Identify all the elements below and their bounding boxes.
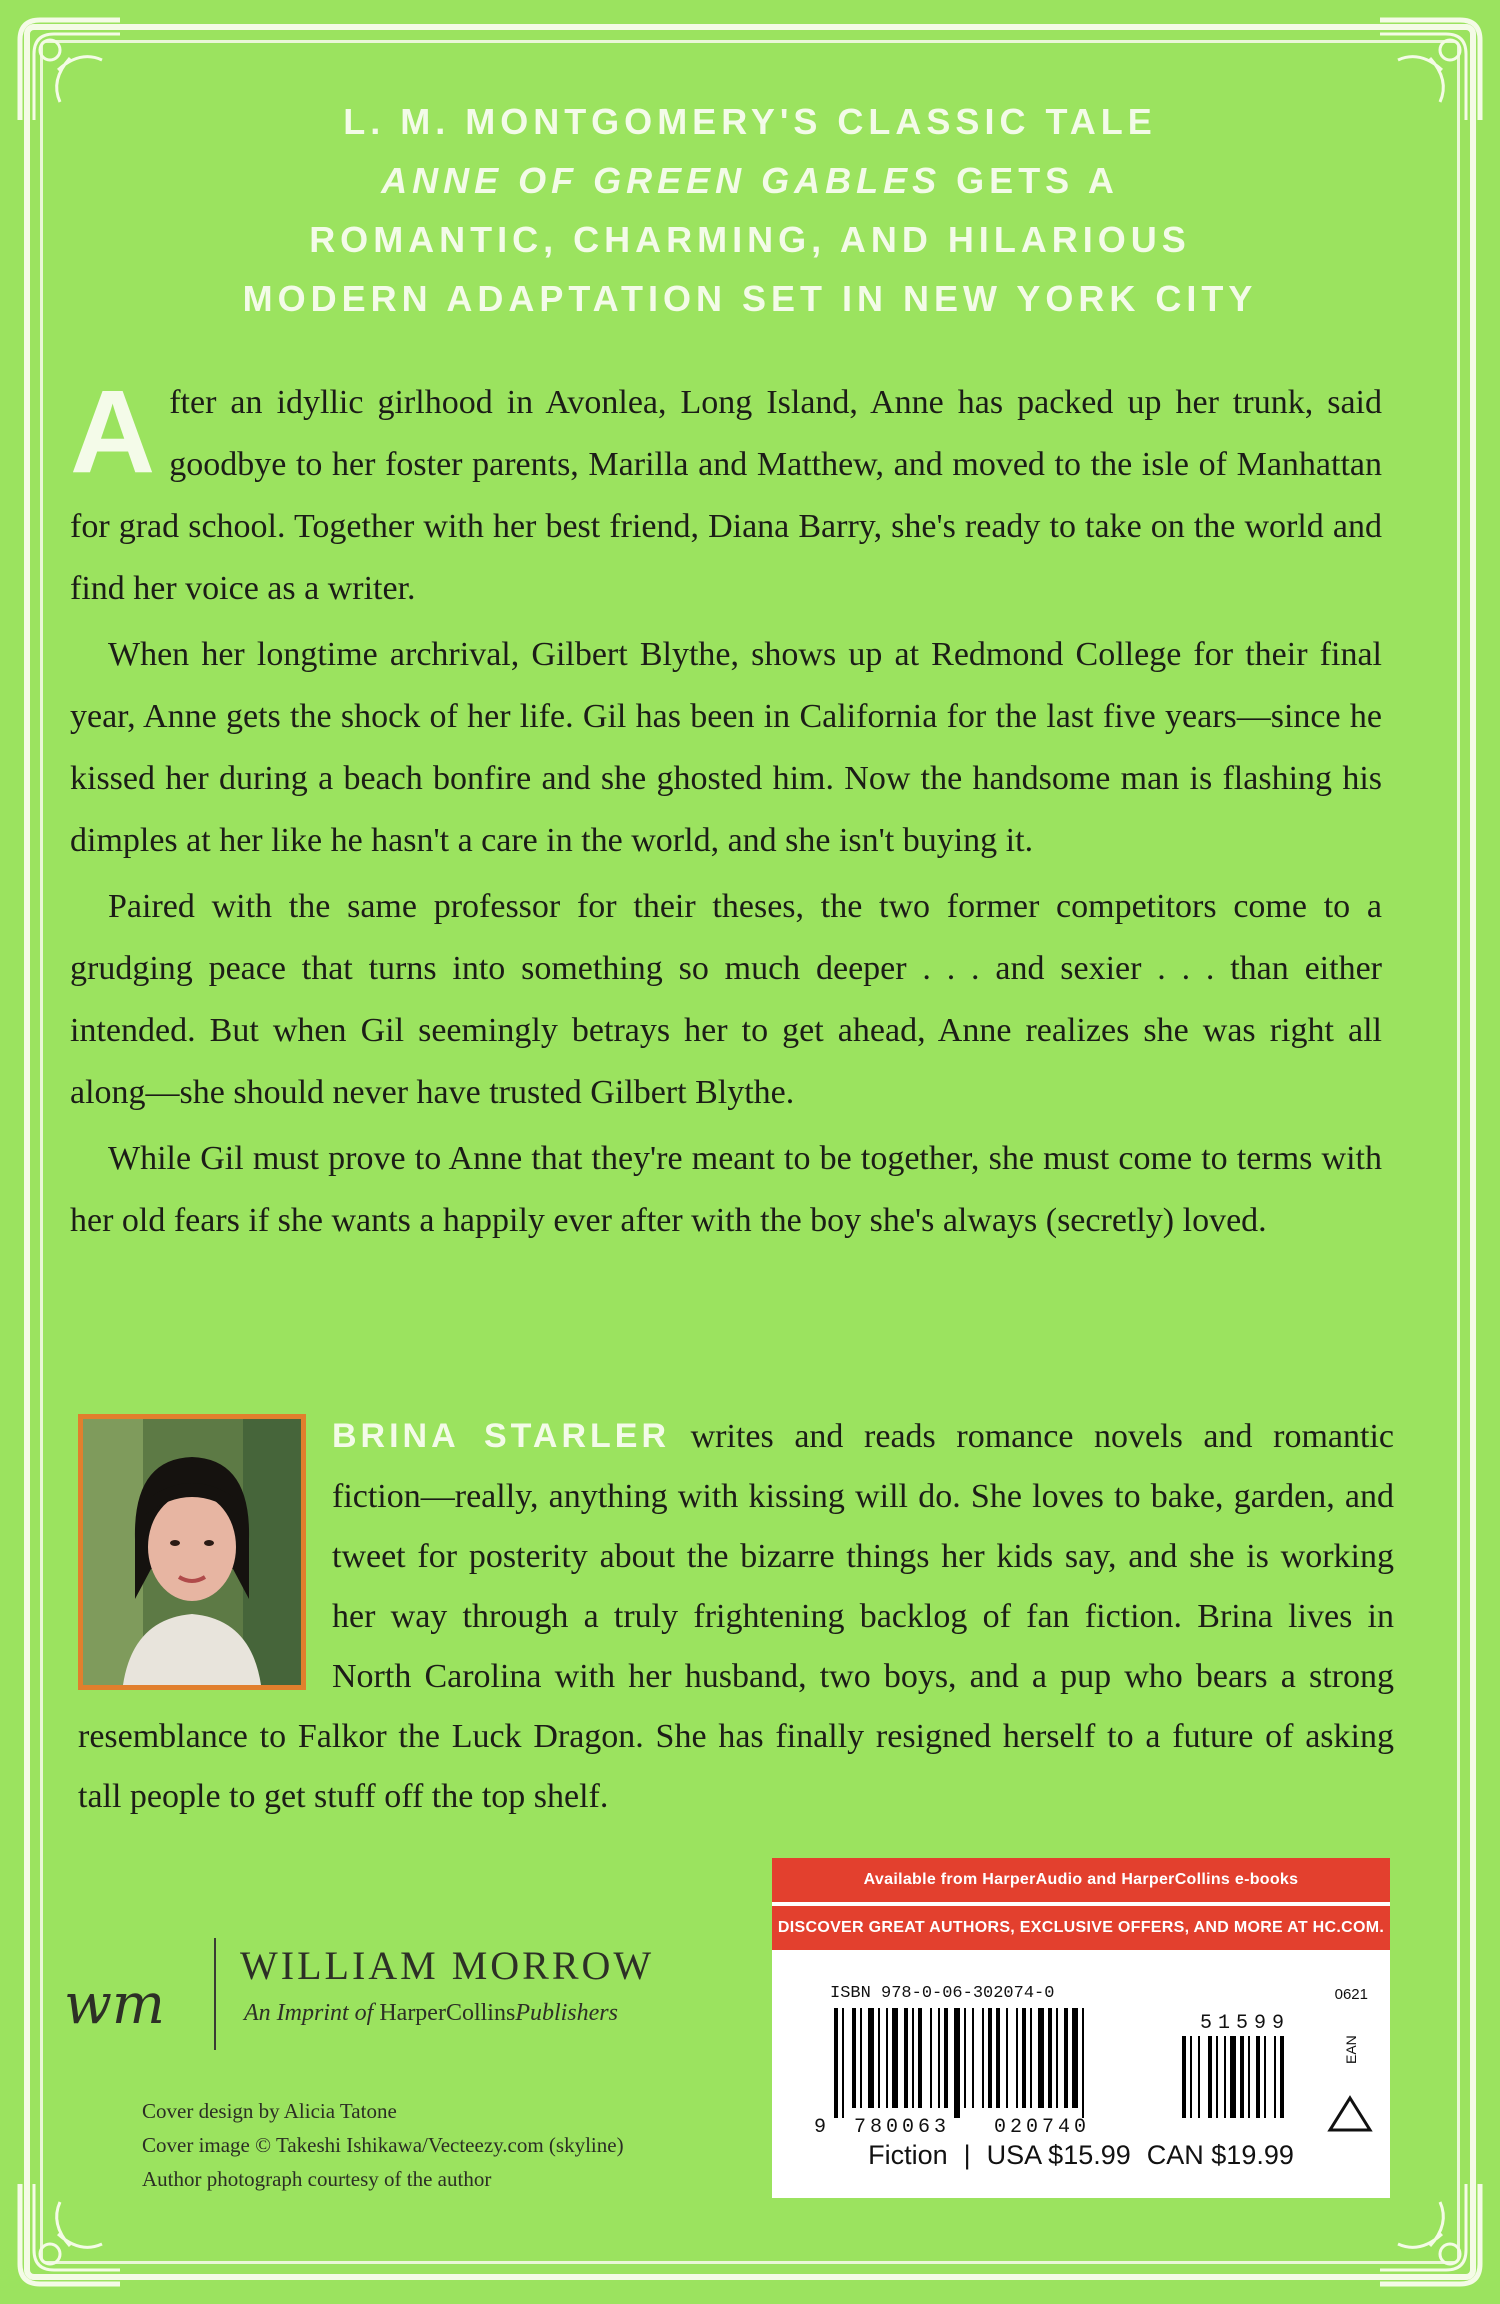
barcode-bar — [868, 2008, 874, 2108]
barcode-bar — [938, 2008, 940, 2108]
barcode-bar — [988, 2008, 992, 2108]
ean-right-digits: 020740 — [994, 2116, 1091, 2138]
can-price: CAN $19.99 — [1146, 2140, 1294, 2170]
barcode-bar — [1056, 2008, 1058, 2108]
barcode-bar — [1248, 2036, 1250, 2118]
barcode-bar — [842, 2008, 844, 2118]
author-bio-text: writes and reads romance novels and romantic fiction—really, anything with kissing will do. She loves to bake, garden, and tweet for posterity about the bizarre things her kids say, and she is working her way through a truly frightening backlog of fan fiction. Brina lives in North Carolina with her husband, two boys, and a pup who bears a strong resemblance to Falkor the Luck Dragon. She has finally resigned herself to a future of asking tall people to get stuff off the top shelf. — [78, 1418, 1394, 1815]
barcode-bar — [1182, 2036, 1186, 2118]
isbn-label: ISBN 978-0-06-302074-0 — [830, 1984, 1055, 2003]
promo-banner: DISCOVER GREAT AUTHORS, EXCLUSIVE OFFERS, AND MORE AT HC.COM. — [772, 1906, 1390, 1950]
ean-first-digit: 9 — [814, 2116, 827, 2138]
barcode-bar — [1198, 2036, 1200, 2118]
credits — [142, 2094, 782, 2196]
blurb-paragraph-text: fter an idyllic girlhood in Avonlea, Long Island, Anne has packed up her trunk, said goodbye to her foster parents, Marilla and Matthew, and moved to the isle of Manhattan for grad school. Together with her best friend, Diana Barry, she's ready to take on the world and find her voice as a writer. — [70, 384, 1382, 607]
barcode-bar — [1264, 2036, 1266, 2118]
barcode-bar — [1006, 2008, 1008, 2108]
barcode-bar — [892, 2008, 898, 2108]
barcode-bar — [1048, 2008, 1052, 2108]
barcode-bar — [918, 2008, 922, 2108]
print-code: 0621 — [1334, 1986, 1368, 2003]
blurb — [70, 366, 1382, 1256]
barcode-bar — [1216, 2036, 1218, 2118]
author-portrait-icon — [83, 1419, 301, 1685]
barcode-bar — [860, 2008, 862, 2108]
barcode-bar — [1274, 2036, 1276, 2118]
tagline-line-2 — [100, 151, 1400, 210]
barcode-bar — [904, 2008, 908, 2108]
price-line — [772, 2140, 1390, 2171]
barcode-icon — [812, 2008, 1312, 2138]
barcode-bar — [964, 2008, 966, 2108]
credit-line: Cover image © Takeshi Ishikawa/Vecteezy.com (skyline) — [142, 2133, 624, 2157]
barcode-panel — [772, 1858, 1390, 2198]
blurb-paragraph: When her longtime archrival, Gilbert Blythe, shows up at Redmond College for their final year, Anne gets the shock of her life. Gil has been in California for the last five years—since he kissed her during a beach bonfire and she ghosted him. Now the handsome man is flashing his dimples at her like he hasn't a care in the world, and she isn't buying it. — [70, 636, 1382, 859]
ean-left-digits: 780063 — [854, 2116, 951, 2138]
genre-label: Fiction — [868, 2140, 948, 2170]
imprint-prefix: An Imprint of — [244, 2000, 380, 2026]
tagline-line-3: ROMANTIC, CHARMING, AND HILARIOUS — [309, 219, 1191, 260]
barcode-bar — [996, 2008, 1000, 2108]
barcode-bar — [834, 2008, 838, 2118]
publisher-logo — [64, 1920, 724, 2060]
barcode-bar — [886, 2008, 888, 2108]
publisher-imprint — [244, 2000, 618, 2027]
ean-label — [1340, 2026, 1362, 2066]
barcode-bar — [912, 2008, 914, 2108]
drop-cap: A — [70, 366, 156, 498]
barcode-bar — [1240, 2036, 1244, 2118]
book-title-reference: ANNE OF GREEN GABLES — [381, 160, 942, 201]
author-photo — [78, 1414, 306, 1690]
barcode-bar — [1230, 2036, 1236, 2118]
author-bio — [78, 1406, 1394, 1827]
triangle-icon — [1326, 2094, 1374, 2134]
credit-line: Author photograph courtesy of the author — [142, 2167, 492, 2191]
barcode-bar — [1208, 2036, 1212, 2118]
ean-text: EAN — [1343, 2035, 1359, 2064]
barcode-bar — [1280, 2036, 1284, 2118]
publisher-name: WILLIAM MORROW — [240, 1943, 655, 1988]
barcode-bar — [1224, 2036, 1226, 2118]
blurb-paragraph: While Gil must prove to Anne that they're meant to be together, she must come to terms with her old fears if she wants a happily ever after with the boy she's always (secretly) loved. — [70, 1140, 1382, 1239]
imprint-name: HarperCollins — [379, 2000, 516, 2026]
barcode-bar — [852, 2008, 856, 2108]
barcode-bar — [944, 2008, 948, 2108]
barcode-bar — [1022, 2008, 1026, 2108]
publisher-divider — [214, 1938, 216, 2050]
credit-line: Cover design by Alicia Tatone — [142, 2099, 397, 2123]
barcode-bar — [1190, 2036, 1192, 2118]
tagline-line-4: MODERN ADAPTATION SET IN NEW YORK CITY — [242, 278, 1258, 319]
william-morrow-monogram-icon: wm — [64, 1972, 166, 2037]
barcode-bar — [972, 2008, 974, 2108]
blurb-paragraph — [70, 366, 1382, 620]
author-name: BRINA STARLER — [332, 1417, 670, 1455]
imprint-suffix: Publishers — [515, 2000, 618, 2026]
barcode-bar — [1030, 2008, 1032, 2108]
barcode-bar — [982, 2008, 984, 2108]
price-code: 51599 — [1200, 2012, 1291, 2035]
barcode-bar — [1082, 2008, 1084, 2118]
barcode-bar — [1072, 2008, 1078, 2108]
barcode-bar — [1038, 2008, 1044, 2108]
price-separator: | — [963, 2140, 971, 2170]
barcode-bar — [1064, 2008, 1068, 2108]
blurb-paragraph: Paired with the same professor for their theses, the two former competitors come to a grudging peace that turns into something so much deeper . . . and sexier . . . than either intended. But when Gil seemingly betrays her to get ahead, Anne realizes she was right all along—she should never have trusted Gilbert Blythe. — [70, 888, 1382, 1111]
barcode-bar — [1016, 2008, 1018, 2108]
barcode-bar — [1256, 2036, 1260, 2118]
tagline-line-1: L. M. MONTGOMERY'S CLASSIC TALE — [343, 101, 1157, 142]
barcode-bar — [878, 2008, 880, 2108]
tagline-line-2-rest: GETS A — [941, 160, 1119, 201]
corner-ornament — [10, 2174, 130, 2294]
availability-banner: Available from HarperAudio and HarperCollins e-books — [772, 1858, 1390, 1902]
usa-price: USA $15.99 — [986, 2140, 1131, 2170]
barcode-bar — [954, 2008, 960, 2118]
barcode-bar — [930, 2008, 932, 2108]
tagline — [100, 92, 1400, 328]
